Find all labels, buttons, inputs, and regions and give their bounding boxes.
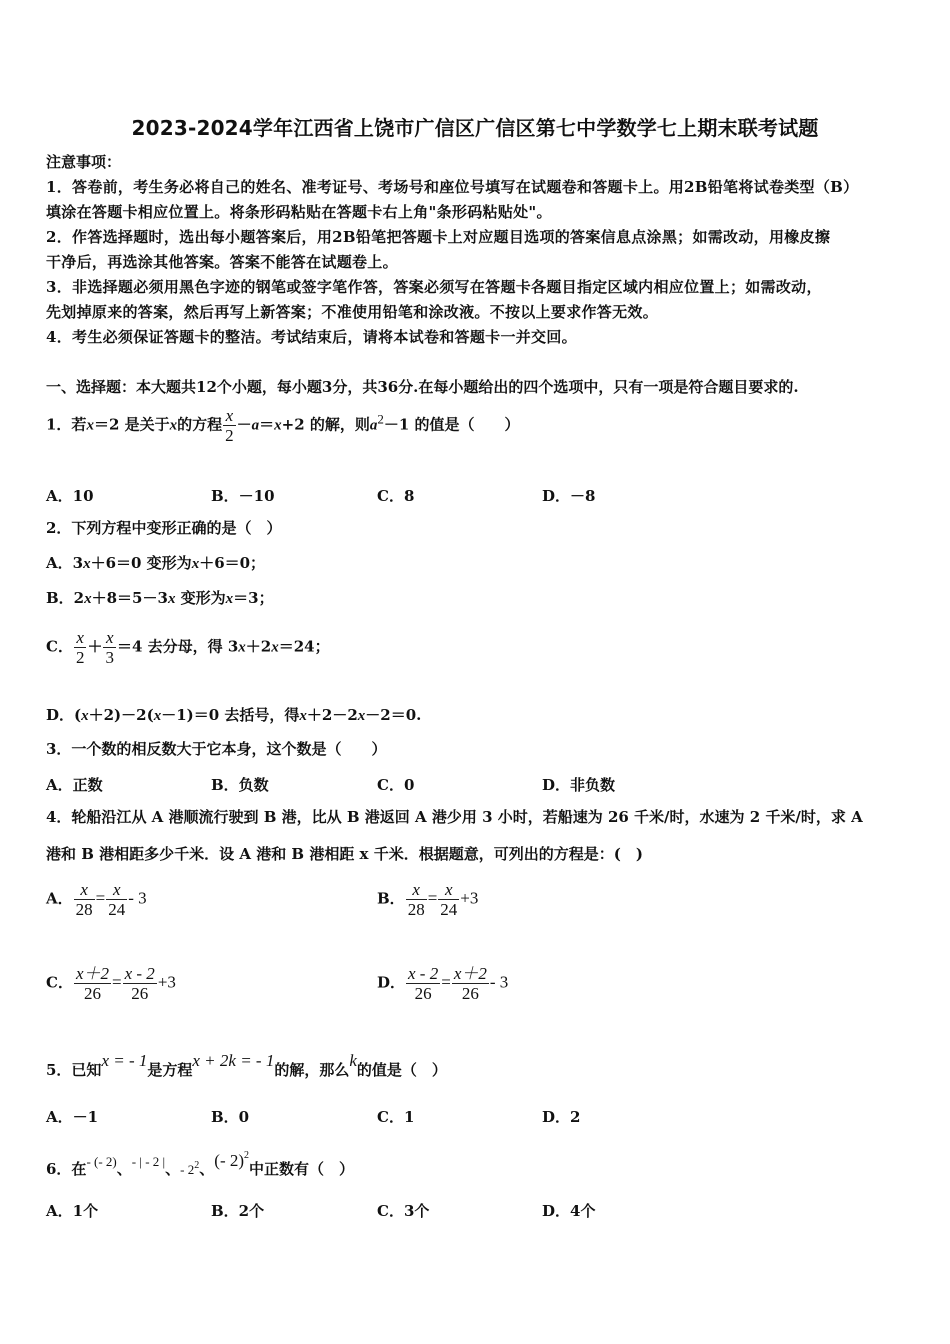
q6-option-d: D．4个	[542, 1202, 596, 1220]
q3-option-a: A．正数	[46, 776, 103, 794]
question-4-line-2: 港和 B 港相距多少千米．设 A 港和 B 港相距 x 千米．根据题意，可列出的方程是：( )	[46, 845, 643, 863]
q1-option-d: D．－8	[542, 487, 596, 505]
q4-option-a: A． $\frac{x}{28}$ = $\frac{x}{24}$ - 3	[46, 880, 147, 919]
fraction: $\frac{x - 2}{26}$	[124, 964, 155, 1003]
q4-option-d: D． $\frac{x - 2}{26}$ = $\frac{x+2}{26}$ - 3	[377, 964, 509, 1003]
question-2: 2．下列方程中变形正确的是（ ）	[46, 519, 282, 537]
question-5: 5．已知x = - 1是方程x + 2k = - 1的解，那么k的值是（ ）	[46, 1051, 447, 1079]
q5-option-d: D．2	[542, 1108, 581, 1126]
q6-option-a: A．1个	[46, 1202, 99, 1220]
page-title: 2023-2024学年江西省上饶市广信区广信区第七中学数学七上期末联考试题	[131, 116, 819, 140]
q5-option-c: C．1	[377, 1108, 415, 1126]
q1-option-b: B．－10	[211, 487, 275, 505]
fraction: $\frac{x+2}{26}$	[453, 964, 487, 1003]
notice-line-1: 1．答卷前，考生务必将自己的姓名、准考证号、考场号和座位号填写在试题卷和答题卡上。用2B铅笔将试卷类型（B）	[46, 178, 859, 196]
q2-option-a: A．3x＋6＝0 变形为x＋6＝0；	[46, 554, 266, 572]
question-4-line-1: 4．轮船沿江从 A 港顺流行驶到 B 港，比从 B 港返回 A 港少用 3 小时，若船速为 26 千米/时，水速为 2 千米/时，求 A	[46, 808, 863, 826]
fraction: $\frac{x}{28}$	[75, 880, 93, 919]
fraction: $\frac{x}{24}$	[440, 880, 458, 919]
fraction: $\frac{x}{2}$	[225, 406, 234, 445]
q6-option-c: C．3个	[377, 1202, 430, 1220]
section-heading: 一、选择题：本大题共12个小题，每小题3分，共36分.在每小题给出的四个选项中，只有一项是符合题目要求的.	[46, 378, 799, 396]
q1-option-c: C．8	[377, 487, 415, 505]
q3-option-b: B．负数	[211, 776, 269, 794]
question-6: 6．在- (- 2)、- | - 2 |、- $2^2$、(- 2)$^2$中正数有（ ）	[46, 1150, 355, 1178]
notice-line-4: 干净后，再选涂其他答案。答案不能答在试题卷上。	[46, 253, 398, 271]
q2-option-b: B．2x＋8＝5－3x 变形为x＝3；	[46, 589, 274, 607]
q1-option-a: A．10	[46, 487, 94, 505]
q4-option-b: B． $\frac{x}{28}$ = $\frac{x}{24}$ +3	[377, 880, 479, 919]
question-3: 3．一个数的相反数大于它本身，这个数是（ ）	[46, 740, 387, 758]
fraction: $\frac{x}{24}$	[108, 880, 126, 919]
fraction: $\frac{x}{2}$	[75, 628, 85, 667]
q3-option-d: D．非负数	[542, 776, 616, 794]
fraction: $\frac{x}{3}$	[105, 628, 114, 667]
question-1: 1．若x＝2 是关于x的方程 $\frac{x}{2}$ －a＝x+2 的解，则$a^2-1$ 的值是（ ）	[46, 406, 520, 445]
notice-heading: 注意事项：	[46, 153, 122, 171]
q3-option-c: C．0	[377, 776, 415, 794]
q6-option-b: B．2个	[211, 1202, 265, 1220]
fraction: $\frac{x+2}{26}$	[75, 964, 109, 1003]
q5-option-b: B．0	[211, 1108, 250, 1126]
notice-line-6: 先划掉原来的答案，然后再写上新答案；不准使用铅笔和涂改液。不按以上要求作答无效。	[46, 303, 659, 321]
fraction: $\frac{x - 2}{26}$	[408, 964, 439, 1003]
fraction: $\frac{x}{28}$	[407, 880, 425, 919]
q5-option-a: A．－1	[46, 1108, 99, 1126]
notice-line-5: 3．非选择题必须用黑色字迹的钢笔或签字笔作答，答案必须写在答题卡各题目指定区域内相应位置上；如需改动，	[46, 278, 822, 296]
notice-line-3: 2．作答选择题时，选出每小题答案后，用2B铅笔把答题卡上对应题目选项的答案信息点涂黑；如需改动，用橡皮擦	[46, 228, 831, 246]
q4-option-c: C． $\frac{x+2}{26}$ = $\frac{x - 2}{26}$ +3	[46, 964, 176, 1003]
q2-option-d: D．(x＋2)－2(x－1)＝0 去括号，得x＋2－2x－2＝0.	[46, 706, 422, 724]
notice-line-7: 4．考生必须保证答题卡的整洁。考试结束后，请将本试卷和答题卡一并交回。	[46, 328, 577, 346]
q2-option-c: C． $\frac{x}{2}$ ＋ $\frac{x}{3}$ ＝4 去分母，得 3x＋2x＝24；	[46, 628, 330, 667]
notice-line-2: 填涂在答题卡相应位置上。将条形码粘贴在答题卡右上角"条形码粘贴处"。	[46, 203, 552, 221]
